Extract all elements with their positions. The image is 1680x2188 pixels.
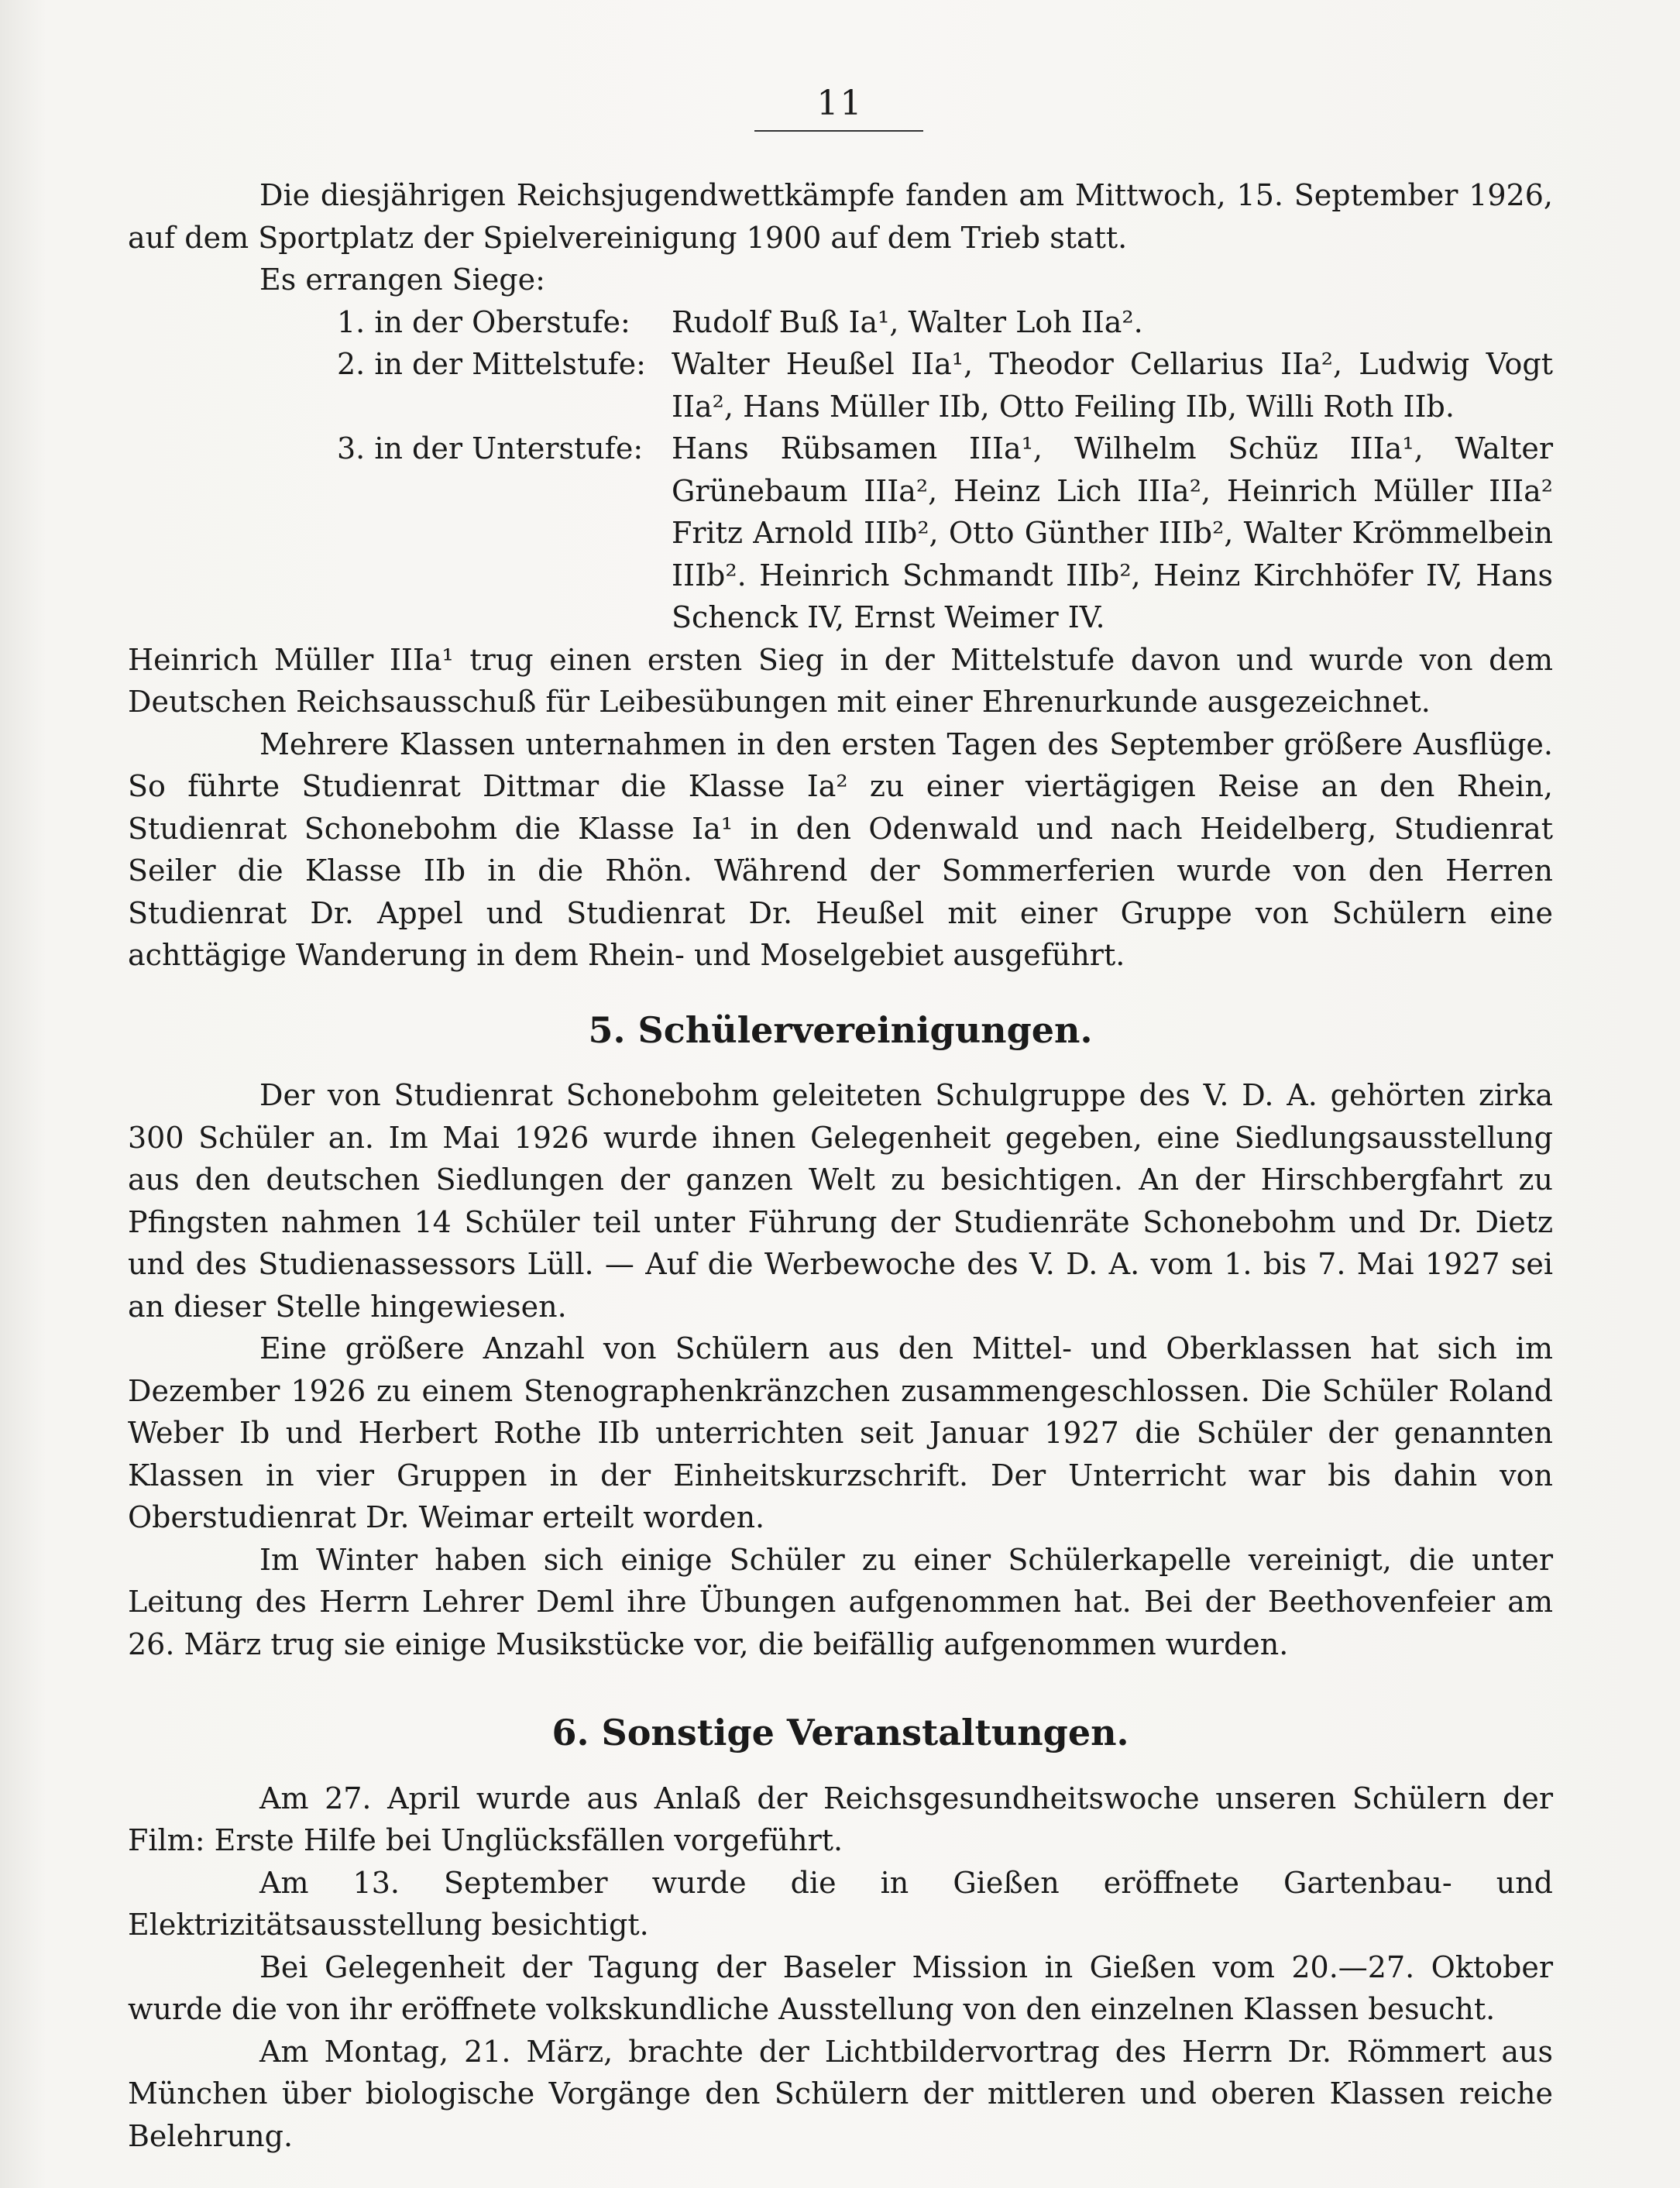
- winners-intro: Es errangen Siege:: [259, 263, 545, 297]
- winners-level-3: [128, 428, 1553, 639]
- section-5-heading: 5. Schülervereinigungen.: [588, 1008, 1093, 1051]
- paragraph-film: Am 27. April wurde aus Anlaß der Reichsgesundheitswoche unseren Schülern der Film: Erste Hilfe bei Unglücksfällen vorgeführt.: [128, 1781, 1553, 1857]
- level-names: Rudolf Buß Ia¹, Walter Loh IIa².: [672, 304, 1143, 339]
- level-label: 3. in der Unterstufe:: [337, 431, 644, 465]
- paragraph-baseler-mission: Bei Gelegenheit der Tagung der Baseler Mission in Gießen vom 20.—27. Oktober wurde die von ihr eröffnete volkskundliche Ausstellung von den einzelnen Klassen besucht.: [128, 1949, 1553, 2026]
- level-names: Hans Rübsamen IIIa¹, Wilhelm Schüz IIIa¹, Walter Grünebaum IIIa², Heinz Lich IIIa², Heinrich Müller IIIa² Fritz Arnold IIIb², Otto Günther IIIb², Walter Krömmelbein IIIb². Heinrich Schmandt IIIb², Heinz Kirchhöfer IV, Hans Schenck IV, Ernst Weimer IV.: [672, 431, 1553, 634]
- page-number-rule: [754, 130, 923, 132]
- paragraph-vda: Der von Studienrat Schonebohm geleiteten Schulgruppe des V. D. A. gehörten zirka 300 Schüler an. Im Mai 1926 wurde ihnen Gelegenheit gegeben, eine Siedlungsausstellung aus den deutschen Siedlungen der ganzen Welt zu besichtigen. An der Hirschbergfahrt zu Pfingsten nahmen 14 Schüler teil unter Führung der Studienräte Schonebohm und Dr. Dietz und des Studienassessors Lüll. — Auf die Werbewoche des V. D. A. vom 1. bis 7. Mai 1927 sei an dieser Stelle hingewiesen.: [128, 1078, 1553, 1324]
- level-names: Walter Heußel IIa¹, Theodor Cellarius IIa², Ludwig Vogt IIa², Hans Müller IIb, Otto Feiling IIb, Willi Roth IIb.: [672, 347, 1553, 424]
- paragraph-reichsjugendwettkaempfe: Die diesjährigen Reichsjugendwettkämpfe fanden am Mittwoch, 15. September 1926, auf dem Sportplatz der Spielvereinigung 1900 auf dem Trieb statt.: [128, 178, 1553, 255]
- winners-list: [128, 301, 1553, 639]
- level-label: 1. in der Oberstufe:: [337, 304, 630, 339]
- winners-level-2: [128, 343, 1553, 428]
- level-label: 2. in der Mittelstufe:: [337, 347, 646, 381]
- paragraph-lichtbildervortrag: Am Montag, 21. März, brachte der Lichtbildervortrag des Herrn Dr. Römmert aus München über biologische Vorgänge den Schülern der mittleren und oberen Klassen reiche Belehrung.: [128, 2034, 1553, 2153]
- paragraph-ausfluege: Mehrere Klassen unternahmen in den ersten Tagen des September größere Ausflüge. So führte Studienrat Dittmar die Klasse Ia² zu einer viertägigen Reise an den Rhein, Studienrat Schonebohm die Klasse Ia¹ in den Odenwald und nach Heidelberg, Studienrat Seiler die Klasse IIb in die Rhön. Während der Sommerferien wurde von den Herren Studienrat Dr. Appel und Studienrat Dr. Heußel mit einer Gruppe von Schülern eine achttägige Wanderung in dem Rhein- und Moselgebiet ausgeführt.: [128, 726, 1553, 972]
- paragraph-stenographen: Eine größere Anzahl von Schülern aus den Mittel- und Oberklassen hat sich im Dezember 1926 zu einem Stenographenkränzchen zusammengeschlossen. Die Schüler Roland Weber Ib und Herbert Rothe IIb unterrichten seit Januar 1927 die Schüler der genannten Klassen in vier Gruppen in der Einheitskurzschrift. Der Unterricht war bis dahin von Oberstudienrat Dr. Weimar erteilt worden.: [128, 1331, 1553, 1534]
- paragraph-schuelerkapelle: Im Winter haben sich einige Schüler zu einer Schülerkapelle vereinigt, die unter Leitung des Herrn Lehrer Deml ihre Übungen aufgenommen hat. Bei der Beethovenfeier am 26. März trug sie einige Musikstücke vor, die beifällig aufgenommen wurden.: [128, 1542, 1553, 1661]
- paragraph-ehrenurkunde: Heinrich Müller IIIa¹ trug einen ersten Sieg in der Mittelstufe davon und wurde von dem Deutschen Reichsausschuß für Leibesübungen mit einer Ehrenurkunde ausgezeichnet.: [128, 642, 1553, 719]
- paragraph-gartenbau: Am 13. September wurde die in Gießen eröffnete Gartenbau- und Elektrizitätsausstellung besichtigt.: [128, 1865, 1553, 1942]
- page-number: 11: [816, 84, 864, 123]
- winners-level-1: [128, 301, 1553, 344]
- section-6-heading: 6. Sonstige Veranstaltungen.: [551, 1712, 1129, 1753]
- page-content: [128, 174, 1553, 2157]
